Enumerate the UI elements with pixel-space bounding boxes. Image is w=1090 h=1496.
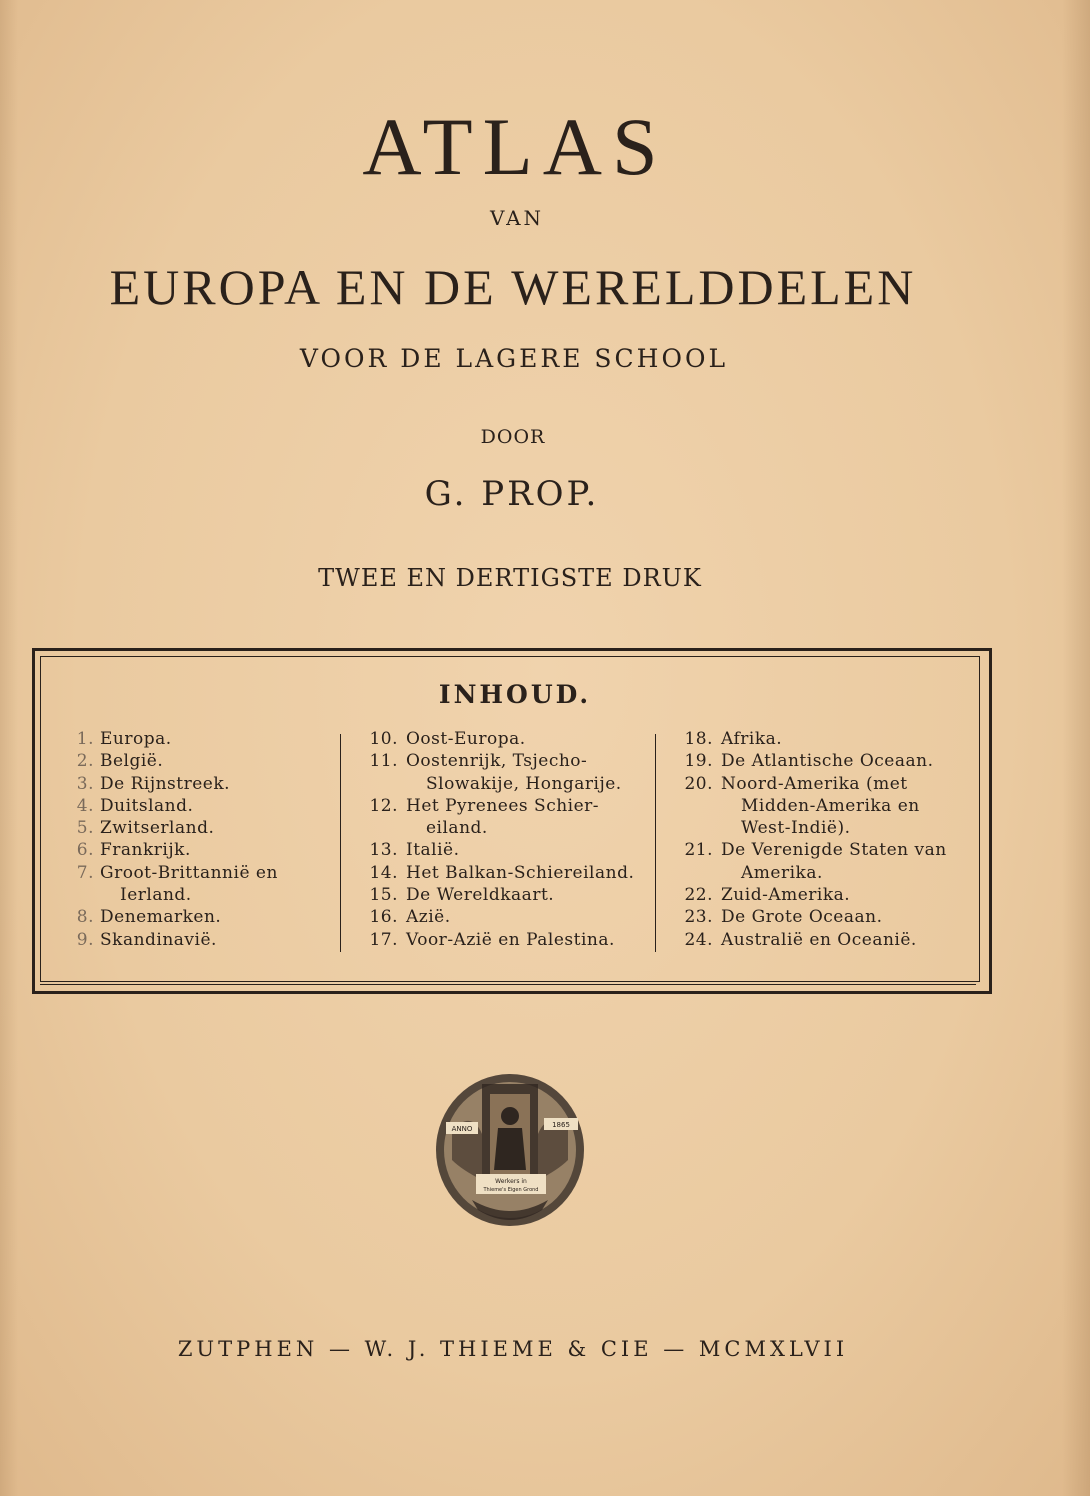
contents-item: 10. Oost-Europa.: [369, 729, 526, 749]
contents-item: 2. België.: [76, 751, 164, 772]
contents-item: 24. Australië en Oceanië.: [684, 929, 917, 950]
contents-column-3: [683, 728, 973, 951]
contents-item: 9. Skandinavië.: [76, 929, 217, 950]
author-name: G. PROP.: [424, 474, 600, 514]
emblem-motto-line-1: Werkers in: [495, 1178, 527, 1185]
by-line: DOOR: [480, 426, 546, 448]
contents-item: 4. Duitsland.: [76, 795, 194, 816]
emblem-anno-text: ANNO: [451, 1125, 473, 1133]
contents-item: 11. Oostenrijk, Tsjecho- Slowakije, Hongarije.: [369, 751, 622, 794]
contents-item: 1. Europa.: [76, 729, 172, 749]
contents-column-2: [368, 728, 648, 951]
contents-item: 16. Azië.: [369, 907, 451, 928]
edition-line: TWEE EN DERTIGSTE DRUK: [318, 564, 702, 592]
book-subtitle: EUROPA EN DE WERELDDELEN: [109, 259, 917, 315]
contents-item: 17. Voor-Azië en Palestina.: [369, 929, 615, 950]
contents-item: 22. Zuid-Amerika.: [684, 885, 851, 906]
contents-item: 18. Afrika.: [684, 729, 783, 749]
publisher-imprint: ZUTPHEN — W. J. THIEME & CIE — MCMXLVII: [177, 1337, 849, 1361]
contents-column-1: [70, 728, 330, 951]
contents-item: 6. Frankrijk.: [76, 840, 191, 861]
contents-item: 3. De Rijnstreek.: [76, 773, 231, 794]
page-edge-shadow: [1062, 0, 1090, 1496]
contents-item: 21. De Verenigde Staten van Amerika.: [684, 840, 947, 883]
contents-item: 7. Groot-Brittannië en Ierland.: [76, 862, 278, 906]
contents-item: 13. Italië.: [369, 840, 460, 861]
emblem-motto-line-2: Thieme's Eigen Grond: [483, 1187, 539, 1193]
contents-heading: INHOUD.: [438, 680, 592, 709]
publisher-emblem: [432, 1070, 588, 1230]
audience-line: VOOR DE LAGERE SCHOOL: [299, 344, 729, 373]
title-connector: VAN: [489, 206, 545, 230]
contents-item: 5. Zwitserland.: [76, 818, 215, 839]
emblem-year-text: 1865: [552, 1121, 570, 1129]
contents-item: 15. De Wereldkaart.: [369, 885, 555, 906]
contents-item: 8. Denemarken.: [76, 907, 222, 928]
contents-item: 12. Het Pyrenees Schier- eiland.: [369, 795, 600, 839]
contents-item: 14. Het Balkan-Schiereiland.: [369, 862, 635, 883]
contents-item: 19. De Atlantische Oceaan.: [684, 751, 934, 772]
contents-frame-rule: [40, 984, 976, 985]
contents-item: 23. De Grote Oceaan.: [684, 907, 883, 928]
column-divider-2: [655, 734, 656, 952]
contents-item: 20. Noord-Amerika (met Midden-Amerika en West-Indië).: [684, 773, 920, 839]
book-title: ATLAS: [362, 101, 668, 192]
column-divider-1: [340, 734, 341, 952]
